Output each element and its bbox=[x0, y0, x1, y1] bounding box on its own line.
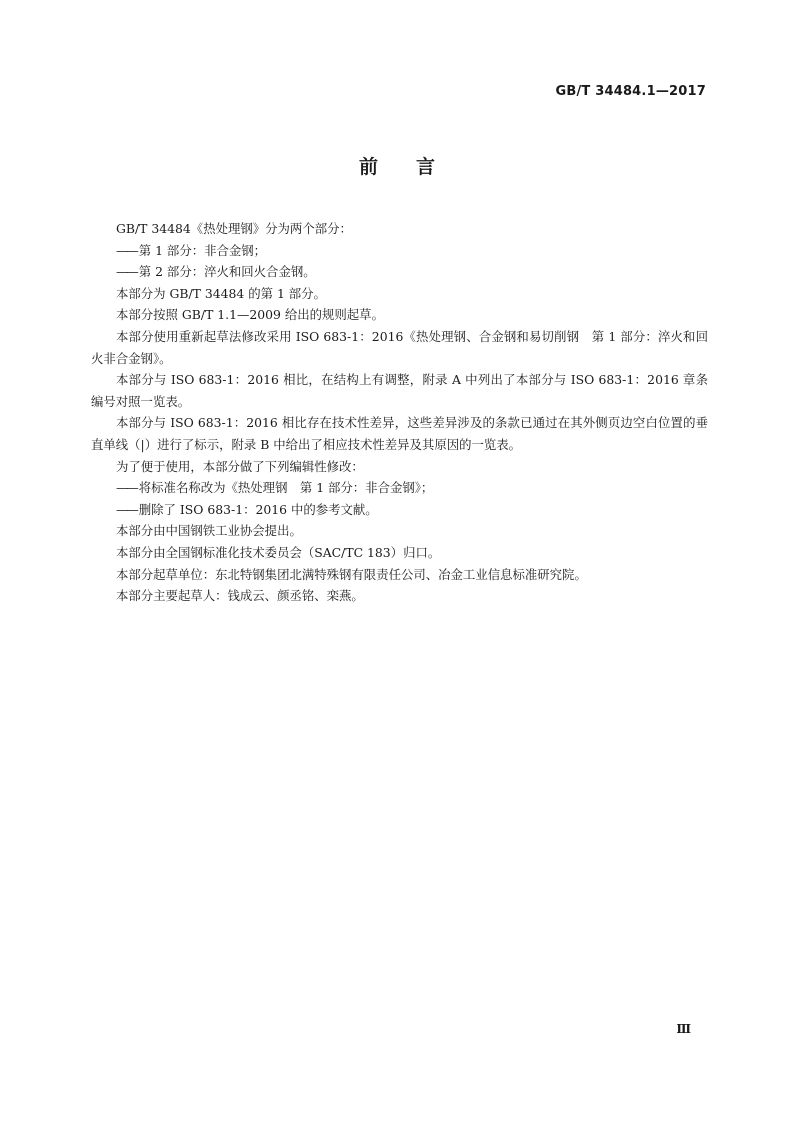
paragraph-drafting-rules: 本部分按照 GB/T 1.1—2009 给出的规则起草。 bbox=[116, 307, 384, 323]
paragraph-structure-changes: 本部分与 ISO 683-1：2016 相比，在结构上有调整，附录 A 中列出了本部分与 ISO 683-1：2016 章条编号对照一览表。 bbox=[91, 372, 708, 409]
paragraph-drafting-organizations: 本部分起草单位：东北特钢集团北满特殊钢有限责任公司、冶金工业信息标准研究院。 bbox=[116, 566, 587, 582]
page-number: Ⅲ bbox=[676, 1022, 691, 1036]
list-item-part-2: —— 第 2 部分：淬火和回火合金钢。 bbox=[116, 264, 316, 280]
paragraph-this-part: 本部分为 GB/T 34484 的第 1 部分。 bbox=[116, 285, 326, 301]
foreword-body bbox=[91, 218, 708, 607]
paragraph-technical-committee: 本部分由全国钢标准化技术委员会（SAC/TC 183）归口。 bbox=[116, 544, 441, 560]
paragraph-parts-intro: GB/T 34484《热处理钢》分为两个部分： bbox=[116, 221, 352, 236]
paragraph-adoption: 本部分使用重新起草法修改采用 ISO 683-1：2016《热处理钢、合金钢和易切削钢 第 1 部分：淬火和回火非合金钢》。 bbox=[91, 328, 708, 366]
paragraph-main-drafters: 本部分主要起草人：钱成云、颜丞铭、栾燕。 bbox=[116, 588, 364, 604]
list-item-rename: —— 将标准名称改为《热处理钢 第 1 部分：非合金钢》； bbox=[116, 480, 434, 496]
paragraph-technical-deviations: 本部分与 ISO 683-1：2016 相比存在技术性差异，这些差异涉及的条款已通过在其外侧页边空白位置的垂直单线（|）进行了标示，附录 B 中给出了相应技术性差异及其原因的一览表。 bbox=[91, 415, 708, 452]
page-title: 前言 bbox=[358, 156, 473, 178]
list-item-delete-bibliography: —— 删除了 ISO 683-1：2016 中的参考文献。 bbox=[116, 501, 378, 517]
standard-code: GB/T 34484.1—2017 bbox=[555, 84, 706, 99]
list-item-part-1: —— 第 1 部分：非合金钢； bbox=[116, 242, 267, 258]
paragraph-proposed-by: 本部分由中国钢铁工业协会提出。 bbox=[116, 523, 302, 539]
paragraph-editorial-intro: 为了便于使用，本部分做了下列编辑性修改： bbox=[116, 458, 364, 474]
